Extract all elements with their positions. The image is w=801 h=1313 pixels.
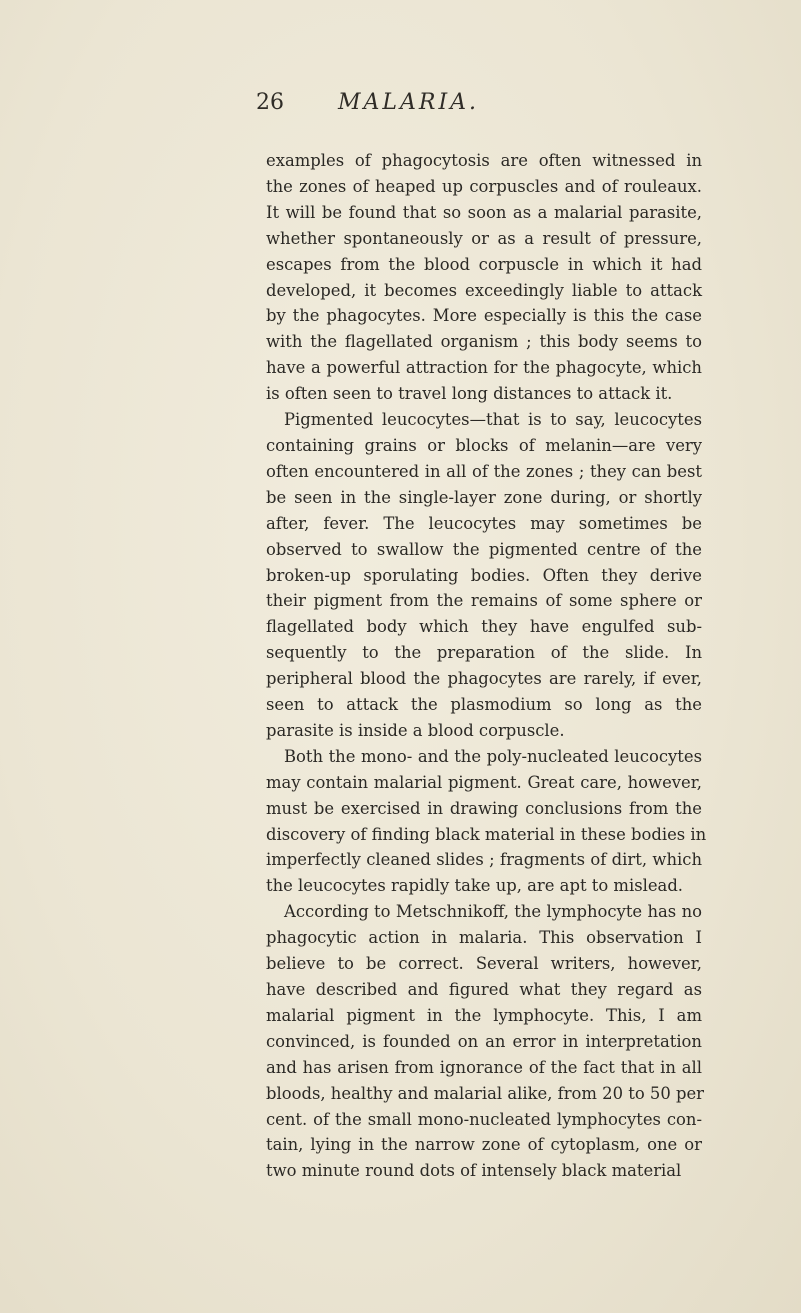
text-line: broken-up sporulating bodies. Often they derive: [266, 565, 702, 585]
body-text: [266, 148, 707, 1184]
text-line: have a powerful attraction for the phagocyte, which: [266, 358, 702, 378]
paragraph-start-line: Pigmented leucocytes—that is to say, leucocytes: [284, 410, 702, 430]
text-line: with the flagellated organism ; this body seems to: [266, 332, 702, 352]
text-line: the zones of heaped up corpuscles and of rouleaux.: [266, 176, 702, 196]
text-line: have described and figured what they regard as: [266, 980, 702, 999]
text-line: be seen in the single-layer zone during, or shortly: [266, 487, 702, 507]
text-line: convinced, is founded on an error in interpretation: [266, 1031, 702, 1051]
text-line: seen to attack the plasmodium so long as the: [266, 695, 702, 715]
text-line: by the phagocytes. More especially is this the case: [266, 306, 702, 326]
text-line: two minute round dots of intensely black material: [266, 1161, 682, 1181]
text-line: bloods, healthy and malarial alike, from 20 to 50 per: [266, 1083, 704, 1103]
text-line: imperfectly cleaned slides ; fragments of dirt, which: [266, 850, 702, 870]
text-line: often encountered in all of the zones ; they can best: [266, 461, 702, 481]
text-line: developed, it becomes exceedingly liable to attack: [266, 280, 702, 300]
text-line: cent. of the small mono-nucleated lymphocytes con-: [266, 1109, 702, 1129]
text-line: containing grains or blocks of melanin—are very: [266, 435, 702, 455]
text-line: is often seen to travel long distances to attack it.: [266, 384, 673, 404]
text-line: discovery of finding black material in these bodies in: [266, 824, 707, 844]
text-line: flagellated body which they have engulfed sub-: [266, 617, 702, 637]
page-number: 26: [256, 90, 284, 115]
text-line: escapes from the blood corpuscle in which it had: [266, 254, 702, 274]
text-line: malarial pigment in the lymphocyte. This, I am: [266, 1005, 702, 1025]
text-line: after, fever. The leucocytes may sometimes be: [266, 513, 702, 533]
text-line: believe to be correct. Several writers, however,: [266, 954, 702, 974]
text-line: may contain malarial pigment. Great care, however,: [266, 772, 702, 792]
text-line: must be exercised in drawing conclusions from the: [266, 798, 702, 818]
paragraph-start-line: Both the mono- and the poly-nucleated leucocytes: [284, 746, 702, 766]
text-line: tain, lying in the narrow zone of cytoplasm, one or: [266, 1135, 702, 1155]
text-line: It will be found that so soon as a malarial parasite,: [266, 202, 702, 222]
running-title: MALARIA.: [338, 90, 480, 115]
text-line: whether spontaneously or as a result of pressure,: [266, 228, 702, 248]
text-line: observed to swallow the pigmented centre of the: [266, 539, 702, 559]
text-line: the leucocytes rapidly take up, are apt to mislead.: [266, 876, 684, 896]
text-line: phagocytic action in malaria. This observation I: [266, 928, 702, 948]
text-line: parasite is inside a blood corpuscle.: [266, 720, 565, 740]
text-line: sequently to the preparation of the slide. In: [266, 643, 702, 663]
page-header: [256, 90, 676, 124]
text-line: and has arisen from ignorance of the fact that in all: [266, 1057, 702, 1077]
text-line: their pigment from the remains of some sphere or: [266, 591, 702, 611]
text-line: examples of phagocytosis are often witnessed in: [266, 151, 702, 170]
text-line: peripheral blood the phagocytes are rarely, if ever,: [266, 669, 702, 689]
paragraph-start-line: According to Metschnikoff, the lymphocyte has no: [284, 902, 702, 922]
